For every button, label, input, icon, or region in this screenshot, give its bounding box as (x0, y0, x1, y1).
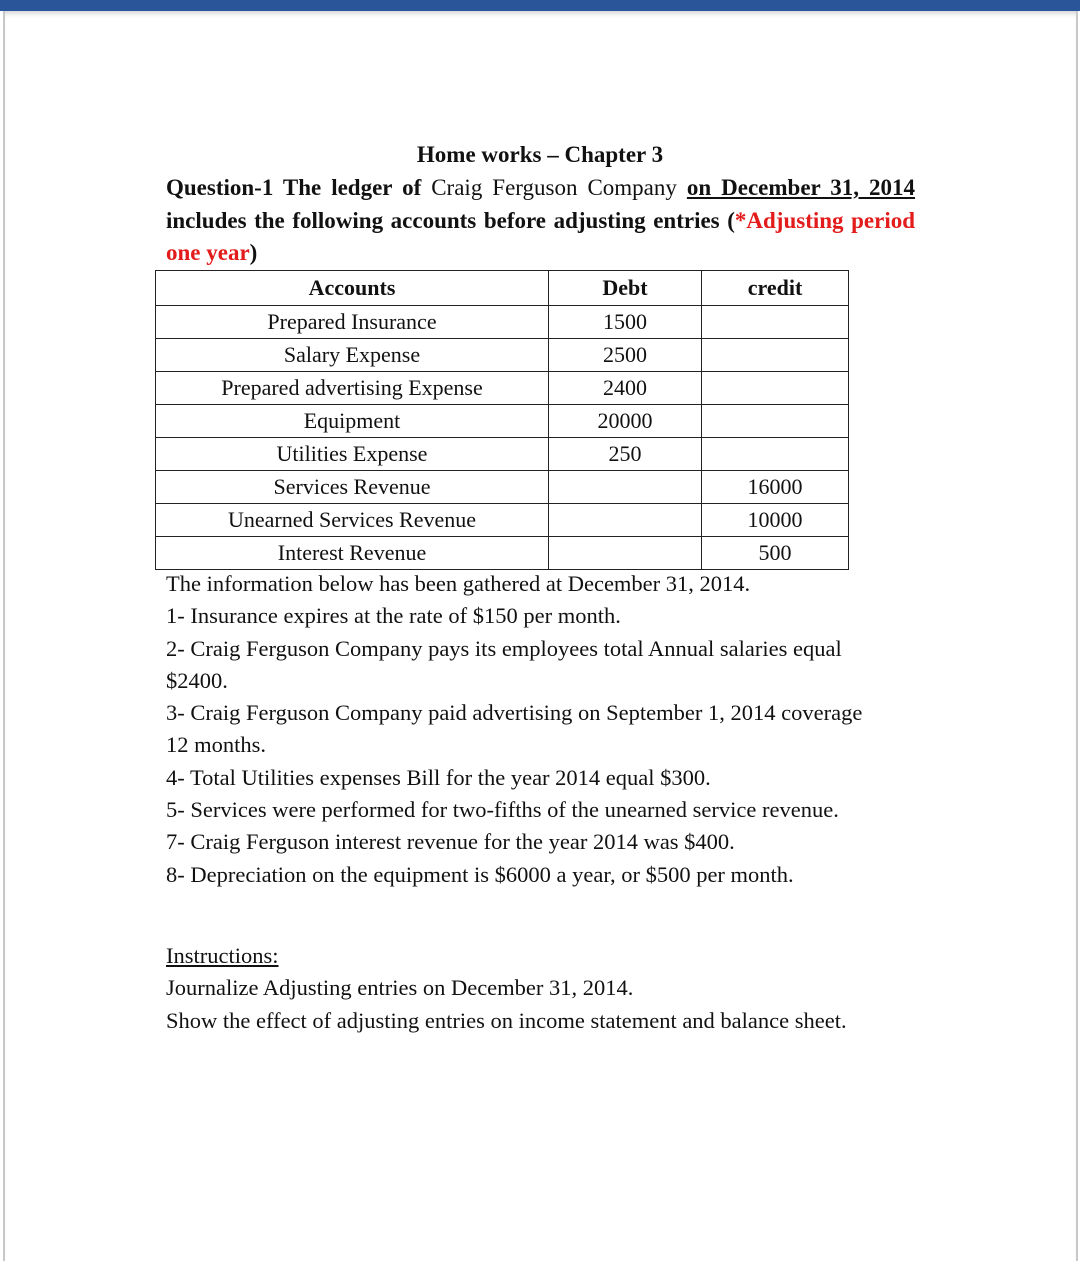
debit-cell (549, 537, 702, 570)
table-row (156, 372, 849, 405)
info-line: 2- Craig Ferguson Company pays its employees total Annual salaries equal $2400. (166, 635, 842, 693)
header-debit: Debt (549, 271, 702, 306)
top-bar (0, 0, 1080, 11)
credit-cell (702, 438, 849, 471)
header-accounts: Accounts (156, 271, 549, 306)
table-header (156, 271, 849, 306)
table-row (156, 339, 849, 372)
credit-cell: 16000 (702, 471, 849, 504)
info-line: 4- Total Utilities expenses Bill for the year 2014 equal $300. (166, 764, 711, 790)
debit-cell (549, 471, 702, 504)
table-row (156, 537, 849, 570)
instructions (166, 940, 886, 1037)
question-label: Question-1 The ledger of (166, 175, 422, 200)
intro-rest: includes the following accounts before adjusting entries (166, 207, 720, 233)
account-cell: Utilities Expense (156, 438, 549, 471)
instructions-heading: Instructions: (166, 943, 279, 968)
account-cell: Salary Expense (156, 339, 549, 372)
debit-cell: 2400 (549, 372, 702, 405)
credit-cell (702, 405, 849, 438)
credit-cell: 10000 (702, 504, 849, 537)
info-line: 7- Craig Ferguson interest revenue for the year 2014 was $400. (166, 829, 735, 855)
info-line: 1- Insurance expires at the rate of $150 per month. (166, 603, 621, 629)
account-cell: Prepared Insurance (156, 306, 549, 339)
info-line: 3- Craig Ferguson Company paid advertising on September 1, 2014 coverage 12 months. (166, 700, 863, 758)
credit-cell (702, 372, 849, 405)
debit-cell: 250 (549, 438, 702, 471)
debit-cell: 2500 (549, 339, 702, 372)
gathered-information (166, 568, 886, 891)
info-line: The information below has been gathered at December 31, 2014. (166, 571, 751, 596)
credit-cell (702, 306, 849, 339)
account-cell: Unearned Services Revenue (156, 504, 549, 537)
ledger-date: on December 31, 2014 (686, 175, 916, 200)
paren-open: ( (727, 207, 735, 233)
info-line: 8- Depreciation on the equipment is $6000 a year, or $500 per month. (166, 861, 794, 887)
table-row (156, 471, 849, 504)
account-cell: Interest Revenue (156, 537, 549, 570)
account-cell: Prepared advertising Expense (156, 372, 549, 405)
company-name: Craig Ferguson Company (431, 175, 677, 200)
debit-cell: 1500 (549, 306, 702, 339)
header-credit: credit (702, 271, 849, 306)
table-row (156, 306, 849, 339)
table-row (156, 438, 849, 471)
account-cell: Equipment (156, 405, 549, 438)
ledger-table (155, 270, 849, 570)
adjusting-note: *Adjusting period one year (166, 207, 916, 265)
debit-cell (549, 504, 702, 537)
debit-cell: 20000 (549, 405, 702, 438)
info-line: 5- Services were performed for two-fifths of the unearned service revenue. (166, 797, 839, 823)
credit-cell (702, 339, 849, 372)
account-cell: Services Revenue (156, 471, 549, 504)
credit-cell: 500 (702, 537, 849, 570)
document-title: Home works – Chapter 3 (416, 142, 664, 167)
question-intro (166, 172, 915, 270)
table-row (156, 405, 849, 438)
table-row (156, 504, 849, 537)
paren-close: ) (249, 240, 258, 265)
instruction-line: Journalize Adjusting entries on December 31, 2014. (166, 975, 634, 1001)
instruction-line: Show the effect of adjusting entries on income statement and balance sheet. (166, 1007, 847, 1033)
